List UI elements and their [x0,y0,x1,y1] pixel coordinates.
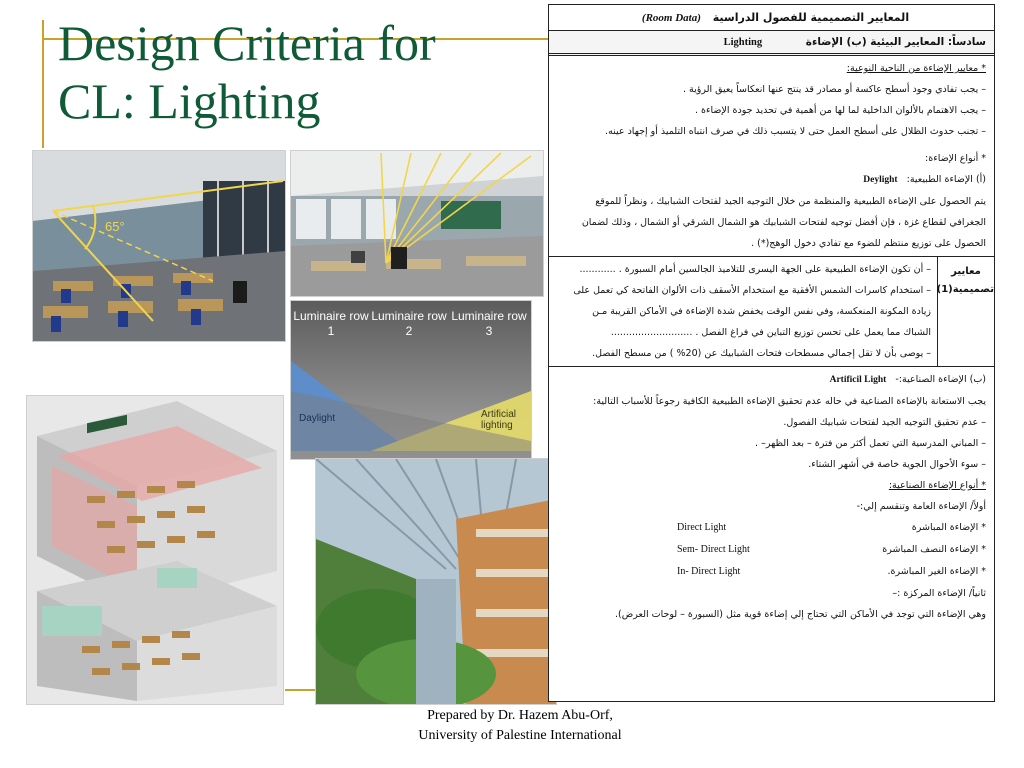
atrium-image [315,458,557,705]
natural-text-3: الحصول على توزيع منتظم للضوء مع تفادي دخول الوهج(*) . [751,238,986,249]
angle-label: 65° [105,219,125,234]
luminaire-row-2-label: Luminaire row 2 [371,309,447,338]
footer-line-2: University of Palestine International [418,728,622,743]
slide-title [58,14,538,130]
document-header [549,5,994,31]
natural-light-ar: (أ) الإضاءة الطبيعية: [906,174,986,185]
qual-item-1: – يجب تفادي وجود أسطح عاكسة أو مصادر قد ينتج عنها انعكاساً يعيق الرؤية . [682,84,986,95]
document-subheader [549,31,994,56]
luminaire-row-1-label: Luminaire row 1 [293,309,369,338]
natural-light-en: Deylight [863,175,898,185]
luminaire-rows-image [290,300,532,460]
artificial-light-en: Artificil Light [829,375,887,385]
qual-item-3: – تجنب حدوث الظلال على أسطح العمل حتى لا يتسبب ذلك في صرف انتباه التلميذ أو إجهاد عينه. [605,126,986,137]
artificial-text-4: – سوء الأحوال الجوية خاصة في أشهر الشتاء. [808,459,986,470]
document-header-en: (Room Data) [641,12,701,24]
design-criteria-label-1: معايير [951,266,981,277]
design-criteria-body [549,257,937,366]
direct-light-ar: * الإضاءة المباشرة [911,522,986,533]
criteria-item-3: زيادة المكونة المنعكسة، وفي نفس الوقت يخفض شدة الإضاءة في الأماكن القريبة مـن [592,306,931,317]
design-criteria-box [549,256,994,367]
direct-light-row [557,517,986,539]
focused-lighting-title: ثانياً/ الإضاءة المركزة :– [892,588,986,599]
types-title: * أنواع الإضاءة: [925,153,986,164]
luminaire-row-3-label: Luminaire row 3 [451,309,527,338]
criteria-item-2: – استخدام كاسرات الشمس الأفقية مع استخدام الأسقف ذات الألوان الفاتحة كي تعمل على [573,285,931,296]
artificial-types-title: * أنواع الإضاءة الصناعية: [888,480,986,491]
semi-direct-light-en: Sem- Direct Light [677,544,750,555]
qual-item-2: – يجب الاهتمام بالألوان الداخلية لما لها من أهمية في تحديد جودة الإضاءة . [694,105,986,116]
criteria-item-1: – أن تكون الإضاءة الطبيعية على الجهة اليسرى للتلاميذ الجالسين أمام السبورة . ............ [579,264,931,275]
artificial-light-section [549,367,994,627]
natural-light-heading [557,169,986,191]
title-line-2: CL: Lighting [58,73,321,129]
natural-text-2: الجغرافي لقطاع غزة ، فإن أفضل توجيه لفتحات الشبابيك هو الشمال الشرقي أو الشمال ، وذلك لضمان [581,217,986,228]
room-data-document [548,4,995,702]
semi-direct-light-ar: * الإضاءة النصف المباشرة [882,544,986,555]
slide-footer [370,706,670,746]
indirect-light-row [557,561,986,583]
subheader-ar: سادساً: المعايير البيئية (ب) الإضاءة [805,36,986,48]
general-lighting-title: أولاً/ الإضاءة العامة وتنقسم إلي:- [856,501,986,512]
design-criteria-label-2: تصميمية(1) [936,284,994,295]
daylight-label: Daylight [299,413,336,424]
criteria-item-5: – يوصى بأن لا تقل إجمالي مسطحات فتحات الشبابيك عن (20% ) من مسطح الفصل. [592,348,931,359]
artificial-light-heading [557,369,986,391]
semi-direct-light-row [557,539,986,561]
indirect-light-en: In- Direct Light [677,566,741,577]
classroom-angle-image [32,150,286,342]
classroom-plan-image [26,395,284,705]
design-criteria-label [937,257,994,366]
direct-light-en: Direct Light [677,522,727,533]
indirect-light-ar: * الإضاءة الغير المباشرة. [887,566,986,577]
artificial-text-1: يجب الاستعانة بالإضاءة الصناعية في حاله عدم تحقيق الإضاءة الطبيعية الكافية رجوعاً للأسباب التالية: [593,396,986,407]
qualitative-criteria-section [549,56,994,256]
artificial-text-3: – المباني المدرسية التي تعمل أكثر من فترة – بعد الظهر– . [755,438,986,449]
criteria-item-4: الشباك مما يعمل على تحسن توزيع التباين في فراغ الفصل . ........................... [610,327,931,338]
artificial-text-2: – عدم تحقيق التوجيه الجيد لفتحات شبابيك الفصول. [783,417,986,428]
accent-line-vertical [42,20,44,148]
subheader-en: Lighting [723,37,763,48]
natural-text-1: يتم الحصول على الإضاءة الطبيعية والمنظمة من خلال التوجيه الجيد لفتحات الشبابيك ، ونظراً للموقع [595,196,986,207]
qual-title: * معايير الإضاءة من الناحية النوعية: [846,63,986,74]
document-header-ar: المعايير التصميمية للفصول الدراسية [712,11,910,24]
artificial-light-ar: (ب) الإضاءة الصناعية:- [895,374,986,385]
footer-line-1: Prepared by Dr. Hazem Abu-Orf, [427,708,613,723]
focused-lighting-text: وهي الإضاءة التي توجد في الأماكن التي تحتاج إلي إضاءة قوية مثل (السبورة – لوحات العرض). [615,609,986,620]
classroom-rays-image [290,150,544,297]
title-line-1: Design Criteria for [58,15,436,71]
artificial-lighting-label: Artificial lighting [481,409,517,431]
